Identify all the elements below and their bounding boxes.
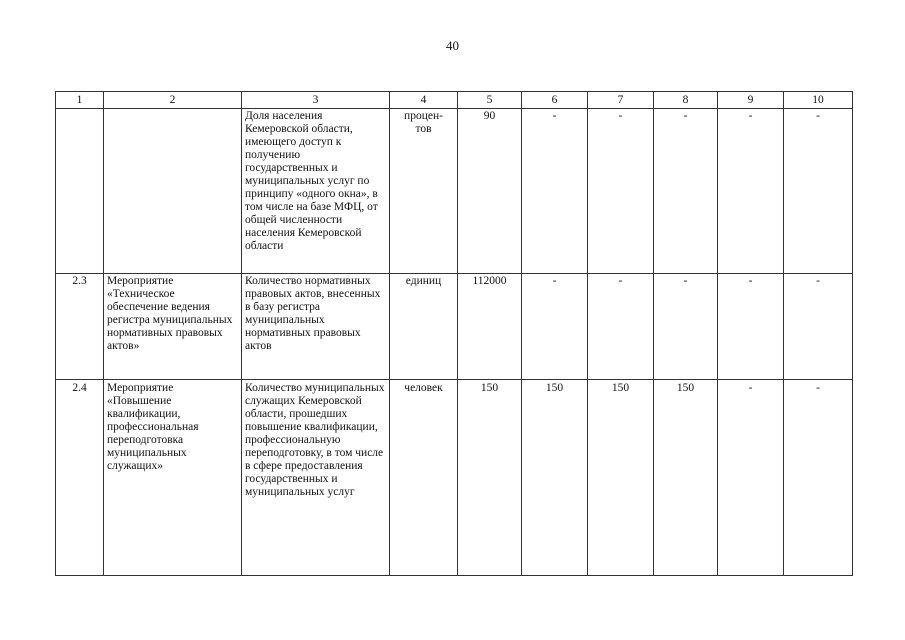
value-cell: -: [654, 274, 718, 380]
value-cell: -: [522, 274, 588, 380]
value-cell: -: [588, 274, 654, 380]
value-cell: -: [718, 380, 784, 576]
indicator-cell: Количество нормативных правовых актов, внесенных в базу регистра муниципальных нормативных правовых актов: [242, 274, 390, 380]
column-header: 5: [458, 92, 522, 109]
unit-cell: процен- тов: [390, 109, 458, 274]
measure-cell: Мероприятие «Техническое обеспечение ведения регистра муниципальных нормативных правовых актов»: [104, 274, 242, 380]
measure-cell: Мероприятие «Повышение квалификации, профессиональная переподготовка муниципальных служащих»: [104, 380, 242, 576]
column-header: 4: [390, 92, 458, 109]
value-cell: -: [654, 109, 718, 274]
table-header-row: [56, 92, 853, 109]
unit-cell: единиц: [390, 274, 458, 380]
row-number-cell: 2.3: [56, 274, 104, 380]
value-cell: 150: [458, 380, 522, 576]
value-cell: -: [718, 274, 784, 380]
indicator-cell: Доля населения Кемеровской области, имеющего доступ к получению государственных и муниципальных услуг по принципу «одного окна», в том числе на базе МФЦ, от общей численности населения Кемеровской области: [242, 109, 390, 274]
row-number-cell: 2.4: [56, 380, 104, 576]
page-number: 40: [446, 38, 459, 53]
value-cell: 112000: [458, 274, 522, 380]
unit-cell: человек: [390, 380, 458, 576]
column-header: 9: [718, 92, 784, 109]
table-row: [56, 274, 853, 380]
value-cell: -: [588, 109, 654, 274]
value-cell: -: [522, 109, 588, 274]
indicator-cell: Количество муниципальных служащих Кемеровской области, прошедших повышение квалификации, профессиональную переподготовку, в том числе в сфере предоставления государственных и муниципальных услуг: [242, 380, 390, 576]
column-header: 3: [242, 92, 390, 109]
table-row: [56, 380, 853, 576]
value-cell: 90: [458, 109, 522, 274]
column-header: 6: [522, 92, 588, 109]
value-cell: 150: [654, 380, 718, 576]
value-cell: -: [784, 274, 853, 380]
column-header: 7: [588, 92, 654, 109]
column-header: 10: [784, 92, 853, 109]
column-header: 2: [104, 92, 242, 109]
program-indicators-table: [55, 91, 853, 576]
value-cell: 150: [522, 380, 588, 576]
value-cell: -: [784, 109, 853, 274]
measure-cell: [104, 109, 242, 274]
column-header: 8: [654, 92, 718, 109]
value-cell: -: [718, 109, 784, 274]
table-row: [56, 109, 853, 274]
column-header: 1: [56, 92, 104, 109]
value-cell: 150: [588, 380, 654, 576]
row-number-cell: [56, 109, 104, 274]
value-cell: -: [784, 380, 853, 576]
